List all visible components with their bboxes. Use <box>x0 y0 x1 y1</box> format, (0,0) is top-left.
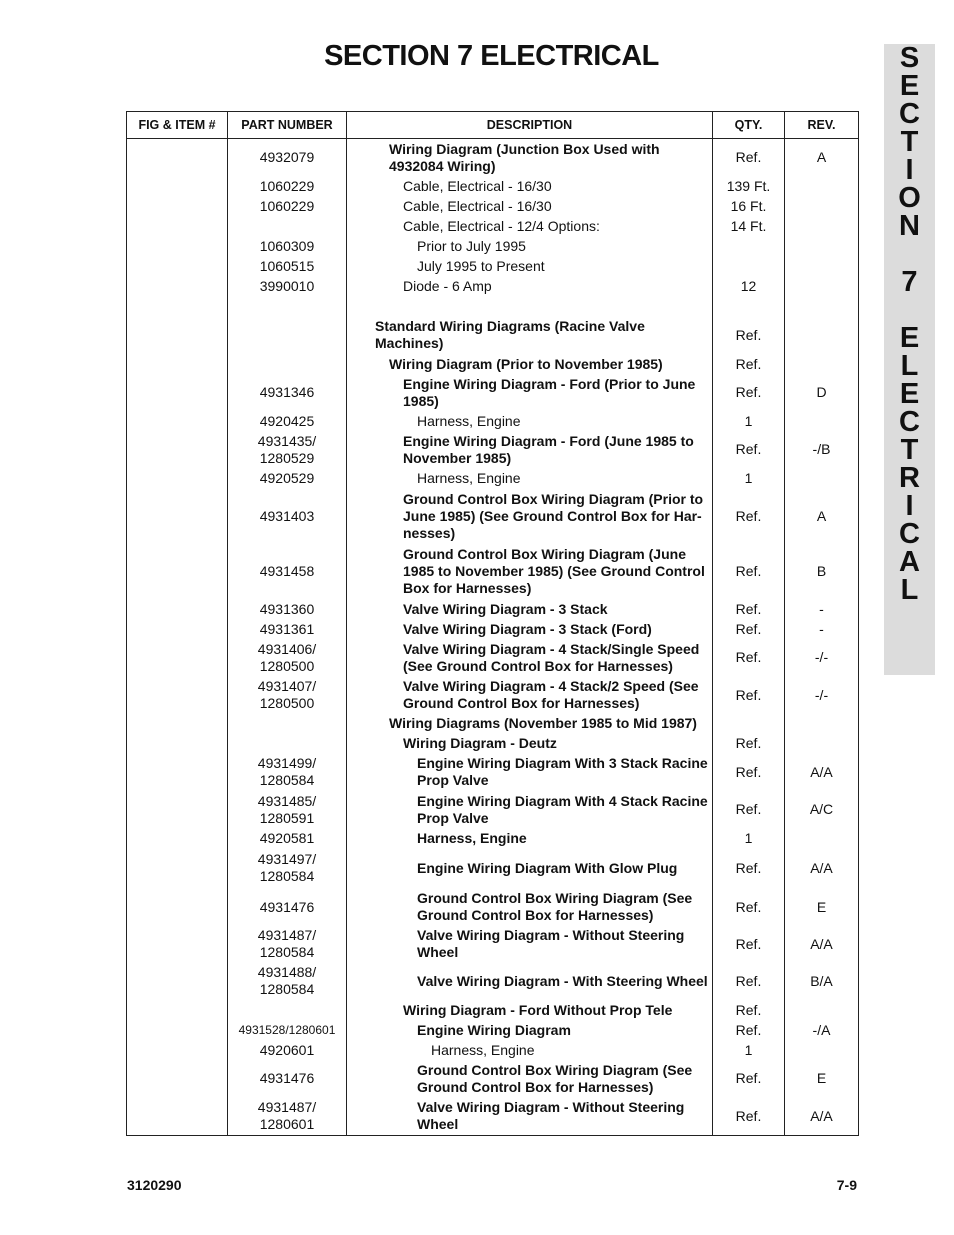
description-cell: Ground Control Box Wiring Diagram (See Ground Control Box for Harnesses) <box>347 1060 713 1097</box>
part-number-cell <box>228 297 347 317</box>
table-row <box>127 469 859 489</box>
description-cell: Valve Wiring Diagram - Without Steering Wheel <box>347 1097 713 1135</box>
side-tab-letter: C <box>899 518 920 550</box>
table-row <box>127 374 859 411</box>
fig-item-cell <box>127 1097 228 1135</box>
description-cell: Valve Wiring Diagram - 4 Stack/2 Speed (See Ground Control Box for Harnesses) <box>347 677 713 714</box>
qty-cell: 1 <box>713 469 785 489</box>
col-header-rev: REV. <box>785 112 859 139</box>
part-number-cell: 4931476 <box>228 889 347 926</box>
description-cell: Harness, Engine <box>347 1040 713 1060</box>
table-row <box>127 734 859 754</box>
qty-cell: 12 <box>713 277 785 297</box>
rev-cell <box>785 196 859 216</box>
table-row <box>127 599 859 619</box>
part-number-cell: 1060229 <box>228 196 347 216</box>
table-row <box>127 354 859 374</box>
qty-cell: Ref. <box>713 848 785 888</box>
description-cell: Prior to July 1995 <box>347 236 713 256</box>
rev-cell <box>785 317 859 354</box>
description-cell: Ground Control Box Wiring Diagram (Prior to June 1985) (See Ground Control Box for Har- nesses) <box>347 489 713 544</box>
page-title: SECTION 7 ELECTRICAL <box>324 40 659 72</box>
fig-item-cell <box>127 1000 228 1020</box>
description-cell: Diode - 6 Amp <box>347 277 713 297</box>
part-number-cell: 1060515 <box>228 257 347 277</box>
fig-item-cell <box>127 714 228 734</box>
rev-cell: A <box>785 139 859 177</box>
table-header-row <box>127 112 859 139</box>
rev-cell: E <box>785 1060 859 1097</box>
qty-cell: 1 <box>713 1040 785 1060</box>
fig-item-cell <box>127 354 228 374</box>
rev-cell <box>785 1040 859 1060</box>
fig-item-cell <box>127 1040 228 1060</box>
qty-cell: Ref. <box>713 599 785 619</box>
qty-cell: Ref. <box>713 677 785 714</box>
fig-item-cell <box>127 196 228 216</box>
table-row <box>127 236 859 256</box>
side-tab-letter: I <box>905 154 914 186</box>
rev-cell <box>785 176 859 196</box>
part-number-cell <box>228 354 347 374</box>
table-row <box>127 1040 859 1060</box>
rev-cell: A/A <box>785 1097 859 1135</box>
section-side-tab <box>884 44 935 675</box>
rev-cell: D <box>785 374 859 411</box>
rev-cell: -/- <box>785 639 859 676</box>
part-number-cell <box>228 317 347 354</box>
rev-cell <box>785 411 859 431</box>
description-cell: Harness, Engine <box>347 828 713 848</box>
description-cell: Valve Wiring Diagram - 3 Stack (Ford) <box>347 619 713 639</box>
part-number-cell: 4931346 <box>228 374 347 411</box>
qty-cell: Ref. <box>713 431 785 468</box>
qty-cell: Ref. <box>713 791 785 828</box>
description-cell: Harness, Engine <box>347 411 713 431</box>
table-row <box>127 1000 859 1020</box>
part-number-cell: 1060229 <box>228 176 347 196</box>
rev-cell <box>785 297 859 317</box>
side-tab-letter: A <box>899 546 920 578</box>
fig-item-cell <box>127 139 228 177</box>
side-tab-letter: N <box>899 210 920 242</box>
rev-cell <box>785 828 859 848</box>
description-cell: Harness, Engine <box>347 469 713 489</box>
fig-item-cell <box>127 619 228 639</box>
fig-item-cell <box>127 848 228 888</box>
table-row <box>127 176 859 196</box>
part-number-cell: 4920425 <box>228 411 347 431</box>
side-tab-letter: C <box>899 406 920 438</box>
qty-cell <box>713 714 785 734</box>
col-header-description: DESCRIPTION <box>347 112 713 139</box>
part-number-cell: 4931406/ 1280500 <box>228 639 347 676</box>
side-tab-letter: S <box>899 42 920 74</box>
qty-cell <box>713 236 785 256</box>
side-tab-letter: 7 <box>901 266 918 298</box>
table-row <box>127 1097 859 1135</box>
part-number-cell: 4931487/ 1280601 <box>228 1097 347 1135</box>
qty-cell <box>713 297 785 317</box>
part-number-cell: 4931487/ 1280584 <box>228 926 347 963</box>
table-row <box>127 317 859 354</box>
description-cell: Cable, Electrical - 16/30 <box>347 196 713 216</box>
rev-cell: A <box>785 489 859 544</box>
part-number-cell: 4920601 <box>228 1040 347 1060</box>
description-cell: Wiring Diagram (Junction Box Used with 4932084 Wiring) <box>347 139 713 177</box>
rev-cell <box>785 236 859 256</box>
table-row <box>127 216 859 236</box>
fig-item-cell <box>127 926 228 963</box>
rev-cell <box>785 469 859 489</box>
qty-cell: Ref. <box>713 619 785 639</box>
description-cell <box>347 297 713 317</box>
table-row <box>127 677 859 714</box>
table-row <box>127 848 859 888</box>
table-row <box>127 619 859 639</box>
description-cell: Engine Wiring Diagram With 3 Stack Racine Prop Valve <box>347 754 713 791</box>
part-number-cell: 1060309 <box>228 236 347 256</box>
col-header-part-number: PART NUMBER <box>228 112 347 139</box>
rev-cell <box>785 277 859 297</box>
side-tab-letter: T <box>900 434 919 466</box>
side-tab-letter: E <box>899 378 920 410</box>
table-row <box>127 963 859 1000</box>
qty-cell: Ref. <box>713 1000 785 1020</box>
part-number-cell: 4931528/1280601 <box>228 1020 347 1040</box>
fig-item-cell <box>127 257 228 277</box>
fig-item-cell <box>127 677 228 714</box>
qty-cell: Ref. <box>713 489 785 544</box>
rev-cell <box>785 216 859 236</box>
qty-cell: Ref. <box>713 1097 785 1135</box>
parts-table <box>126 111 859 1136</box>
description-cell: Standard Wiring Diagrams (Racine Valve Machines) <box>347 317 713 354</box>
fig-item-cell <box>127 489 228 544</box>
rev-cell: A/C <box>785 791 859 828</box>
rev-cell: B/A <box>785 963 859 1000</box>
qty-cell: Ref. <box>713 639 785 676</box>
table-row <box>127 277 859 297</box>
qty-cell: 1 <box>713 828 785 848</box>
table-row <box>127 889 859 926</box>
rev-cell <box>785 354 859 374</box>
page-number: 7-9 <box>836 1177 857 1193</box>
table-row <box>127 639 859 676</box>
rev-cell <box>785 734 859 754</box>
qty-cell: Ref. <box>713 374 785 411</box>
qty-cell: 139 Ft. <box>713 176 785 196</box>
fig-item-cell <box>127 297 228 317</box>
part-number-cell: 4931497/ 1280584 <box>228 848 347 888</box>
fig-item-cell <box>127 411 228 431</box>
side-tab-letter: I <box>905 490 914 522</box>
fig-item-cell <box>127 374 228 411</box>
fig-item-cell <box>127 754 228 791</box>
part-number-cell: 4920581 <box>228 828 347 848</box>
table-row <box>127 926 859 963</box>
rev-cell: -/A <box>785 1020 859 1040</box>
description-cell: Valve Wiring Diagram - 3 Stack <box>347 599 713 619</box>
table-row <box>127 411 859 431</box>
rev-cell: - <box>785 619 859 639</box>
fig-item-cell <box>127 176 228 196</box>
part-number-cell: 4931435/ 1280529 <box>228 431 347 468</box>
fig-item-cell <box>127 791 228 828</box>
rev-cell: A/A <box>785 926 859 963</box>
description-cell: Engine Wiring Diagram <box>347 1020 713 1040</box>
table-row <box>127 1060 859 1097</box>
qty-cell: Ref. <box>713 926 785 963</box>
fig-item-cell <box>127 1060 228 1097</box>
col-header-fig: FIG & ITEM # <box>127 112 228 139</box>
table-row <box>127 544 859 599</box>
side-tab-spacer <box>884 296 935 324</box>
part-number-cell <box>228 714 347 734</box>
part-number-cell: 4931499/ 1280584 <box>228 754 347 791</box>
table-row <box>127 714 859 734</box>
description-cell: Ground Control Box Wiring Diagram (See Ground Control Box for Harnesses) <box>347 889 713 926</box>
side-tab-letter: E <box>899 70 920 102</box>
fig-item-cell <box>127 889 228 926</box>
rev-cell: -/- <box>785 677 859 714</box>
side-tab-letter: L <box>900 350 919 382</box>
description-cell: Engine Wiring Diagram - Ford (June 1985 to November 1985) <box>347 431 713 468</box>
part-number-cell <box>228 216 347 236</box>
part-number-cell: 4931485/ 1280591 <box>228 791 347 828</box>
description-cell: Engine Wiring Diagram With Glow Plug <box>347 848 713 888</box>
rev-cell: B <box>785 544 859 599</box>
part-number-cell: 3990010 <box>228 277 347 297</box>
part-number-cell: 4931458 <box>228 544 347 599</box>
side-tab-letter: E <box>899 322 920 354</box>
qty-cell: Ref. <box>713 754 785 791</box>
part-number-cell <box>228 734 347 754</box>
qty-cell: Ref. <box>713 734 785 754</box>
description-cell: Wiring Diagram - Deutz <box>347 734 713 754</box>
side-tab-spacer <box>884 240 935 268</box>
part-number-cell: 4932079 <box>228 139 347 177</box>
description-cell: Wiring Diagram (Prior to November 1985) <box>347 354 713 374</box>
qty-cell: 16 Ft. <box>713 196 785 216</box>
fig-item-cell <box>127 734 228 754</box>
table-row <box>127 489 859 544</box>
fig-item-cell <box>127 469 228 489</box>
fig-item-cell <box>127 599 228 619</box>
table-row <box>127 791 859 828</box>
fig-item-cell <box>127 963 228 1000</box>
qty-cell: Ref. <box>713 317 785 354</box>
description-cell: Cable, Electrical - 12/4 Options: <box>347 216 713 236</box>
col-header-qty: QTY. <box>713 112 785 139</box>
table-row <box>127 828 859 848</box>
fig-item-cell <box>127 828 228 848</box>
qty-cell: 14 Ft. <box>713 216 785 236</box>
description-cell: Cable, Electrical - 16/30 <box>347 176 713 196</box>
side-tab-letter: R <box>899 462 920 494</box>
side-tab-letter: C <box>899 98 920 130</box>
description-cell: July 1995 to Present <box>347 257 713 277</box>
rev-cell <box>785 714 859 734</box>
part-number-cell: 4931476 <box>228 1060 347 1097</box>
description-cell: Wiring Diagrams (November 1985 to Mid 1987) <box>347 714 713 734</box>
document-number: 3120290 <box>127 1177 182 1193</box>
fig-item-cell <box>127 544 228 599</box>
qty-cell: Ref. <box>713 354 785 374</box>
part-number-cell: 4931488/ 1280584 <box>228 963 347 1000</box>
description-cell: Engine Wiring Diagram With 4 Stack Racine Prop Valve <box>347 791 713 828</box>
rev-cell <box>785 1000 859 1020</box>
fig-item-cell <box>127 639 228 676</box>
rev-cell: -/B <box>785 431 859 468</box>
rev-cell: A/A <box>785 848 859 888</box>
side-tab-letter: T <box>900 126 919 158</box>
part-number-cell: 4920529 <box>228 469 347 489</box>
qty-cell <box>713 257 785 277</box>
fig-item-cell <box>127 216 228 236</box>
part-number-cell: 4931403 <box>228 489 347 544</box>
description-cell: Ground Control Box Wiring Diagram (June 1985 to November 1985) (See Ground Control Box for Harnesses) <box>347 544 713 599</box>
fig-item-cell <box>127 1020 228 1040</box>
qty-cell: Ref. <box>713 889 785 926</box>
fig-item-cell <box>127 277 228 297</box>
side-tab-letter: L <box>900 574 919 606</box>
rev-cell: E <box>785 889 859 926</box>
description-cell: Valve Wiring Diagram - 4 Stack/Single Speed (See Ground Control Box for Harnesses) <box>347 639 713 676</box>
table-row <box>127 297 859 317</box>
table-row <box>127 1020 859 1040</box>
qty-cell: Ref. <box>713 1020 785 1040</box>
qty-cell: Ref. <box>713 139 785 177</box>
rev-cell: A/A <box>785 754 859 791</box>
fig-item-cell <box>127 431 228 468</box>
qty-cell: Ref. <box>713 1060 785 1097</box>
part-number-cell: 4931407/ 1280500 <box>228 677 347 714</box>
qty-cell: Ref. <box>713 963 785 1000</box>
part-number-cell <box>228 1000 347 1020</box>
description-cell: Valve Wiring Diagram - Without Steering Wheel <box>347 926 713 963</box>
rev-cell <box>785 257 859 277</box>
table-row <box>127 139 859 177</box>
table-row <box>127 754 859 791</box>
part-number-cell: 4931360 <box>228 599 347 619</box>
rev-cell: - <box>785 599 859 619</box>
fig-item-cell <box>127 317 228 354</box>
part-number-cell: 4931361 <box>228 619 347 639</box>
table-row <box>127 196 859 216</box>
qty-cell: Ref. <box>713 544 785 599</box>
description-cell: Valve Wiring Diagram - With Steering Wheel <box>347 963 713 1000</box>
fig-item-cell <box>127 236 228 256</box>
table-row <box>127 257 859 277</box>
description-cell: Wiring Diagram - Ford Without Prop Tele <box>347 1000 713 1020</box>
table-row <box>127 431 859 468</box>
description-cell: Engine Wiring Diagram - Ford (Prior to June 1985) <box>347 374 713 411</box>
side-tab-letter: O <box>898 182 921 214</box>
qty-cell: 1 <box>713 411 785 431</box>
